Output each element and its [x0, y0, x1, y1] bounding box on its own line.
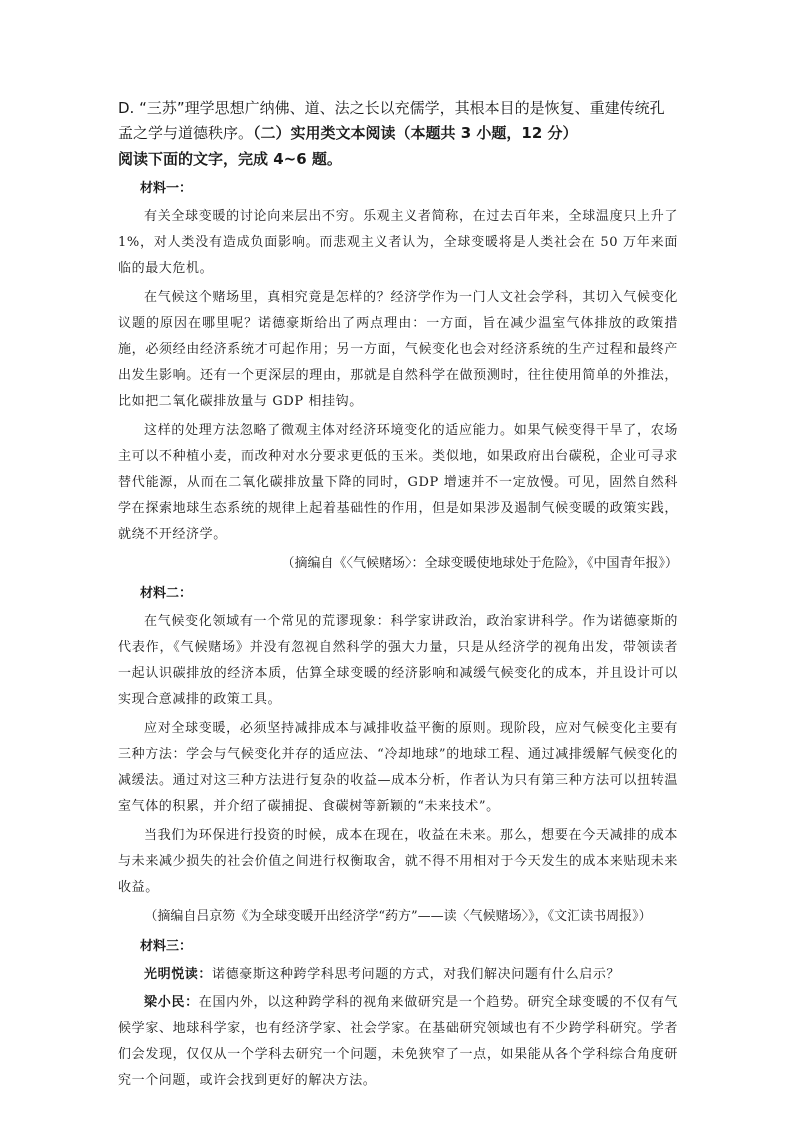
speaker-name: 光明悦读：: [144, 967, 213, 982]
interview-question: [118, 962, 678, 988]
material-2-paragraph: 在气候变化领域有一个常见的荒谬现象：科学家讲政治，政治家讲科学。作为诺德豪斯的代表作，《气候赌场》并没有忽视自然科学的强大力量，只是从经济学的视角出发，带领读者一起认识碳排放的经济本质，估算全球变暖的经济影响和减缓气候变化的成本，并且设计可以实现合意减排的政策工具。: [118, 614, 678, 707]
material-1-paragraph: 在气候这个赌场里，真相究竟是怎样的？经济学作为一门人文社会学科，其切入气候变化议题的原因在哪里呢？诺德豪斯给出了两点理由：一方面，旨在减少温室气体排放的政策措施，必须经由经济系统才可起作用；另一方面，气候变化也会对经济系统的生产过程和最终产出发生影响。还有一个更深层的理由，那就是自然科学在做预测时，往往使用简单的外推法，比如把二氧化碳排放量与 GDP 相挂钩。: [118, 290, 678, 409]
option-d-text: D. “三苏”理学思想广纳佛、道、法之长以充儒学，其根本目的是恢复、重建传统孔孟之学与道德秩序。: [118, 99, 665, 142]
material-2-source: （摘编自吕京笏《为全球变暖开出经济学“药方”——读〈气候赌场〉》，《文汇读书周报》）: [144, 909, 652, 924]
material-1: [118, 178, 678, 577]
speaker-name: 梁小民：: [144, 995, 199, 1010]
material-2-paragraph: 当我们为环保进行投资的时候，成本在现在，收益在未来。那么，想要在今天减排的成本与未来减少损失的社会价值之间进行权衡取舍，就不得不用相对于今天发生的成本来贴现未来收益。: [118, 828, 678, 895]
speaker-text: 诺德豪斯这种跨学科思考问题的方式，对我们解决问题有什么启示？: [212, 967, 621, 982]
material-2-title: 材料二：: [140, 586, 193, 601]
material-1-title: 材料一：: [140, 181, 193, 196]
material-3: [118, 936, 678, 1094]
material-1-source: （摘编自《〈气候赌场〉：全球变暖使地球处于危险》，《中国青年报》）: [281, 556, 678, 571]
speaker-text: 在国内外，以这种跨学科的视角来做研究是一个趋势。研究全球变暖的不仅有气候学家、地球科学家，也有经济学家、社会学家。在基础研究领域也有不少跨学科研究。学者们会发现，仅仅从一个学科去研究一个问题，未免狭窄了一点，如果能从各个学科综合角度研究一个问题，或许会找到更好的解决方法。: [118, 995, 678, 1088]
material-2-paragraph: 应对全球变暖，必须坚持减排成本与减排收益平衡的原则。现阶段，应对气候变化主要有三种方法：学会与气候变化并存的适应法、“冷却地球”的地球工程、通过减排缓解气候变化的减缓法。通过对这三种方法进行复杂的收益—成本分析，作者认为只有第三种方法可以扭转温室气体的积累，并介绍了碳捕捉、食碳树等新颖的“未来技术”。: [118, 721, 678, 814]
material-1-paragraph: 这样的处理方法忽略了微观主体对经济环境变化的适应能力。如果气候变得干旱了，农场主可以不种植小麦，而改种对水分要求更低的玉米。类似地，如果政府出台碳税，企业可寻求替代能源，从而在二氧化碳排放量下降的同时，GDP 增速并不一定放慢。可见，固然自然科学在探索地球生态系统的规律上起着基础性的作用，但是如果涉及遏制气候变暖的政策实践，就绕不开经济学。: [118, 423, 678, 542]
material-1-paragraph: 有关全球变暖的讨论向来层出不穷。乐观主义者简称，在过去百年来，全球温度只上升了 1%，对人类没有造成负面影响。而悲观主义者认为，全球变暖将是人类社会在 50 万年来面临的最大危机。: [118, 209, 678, 276]
document-page: [118, 96, 678, 1096]
reading-instruction: 阅读下面的文字，完成 4~6 题。: [118, 150, 342, 168]
option-d-and-section-title: [118, 96, 678, 146]
material-2: [118, 583, 678, 930]
interview-answer: [118, 990, 678, 1094]
section-title: （二）实用类文本阅读（本题共 3 小题，12 分）: [253, 124, 578, 142]
material-3-title: 材料三：: [140, 939, 193, 954]
